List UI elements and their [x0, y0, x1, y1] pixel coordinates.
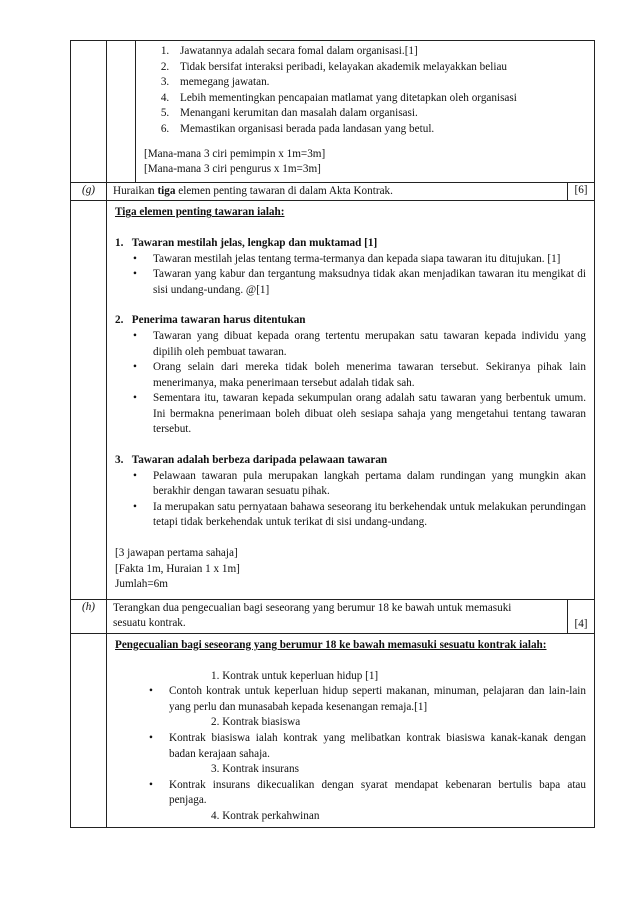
list-item: 4. Lebih mementingkan pencapaian matlamat yang ditetapkan oleh organisasi	[172, 91, 586, 107]
answer-row-h	[71, 634, 594, 827]
list-item: 6. Memastikan organisasi berada pada landasan yang betul.	[172, 122, 586, 138]
answer-heading: Pengecualian bagi seseorang yang berumur 18 ke bawah memasuki sesuatu kontrak ialah:	[115, 639, 547, 651]
leader-traits-list	[144, 44, 586, 138]
point-title: 2. Penerima tawaran harus ditentukan	[115, 314, 306, 327]
question-text: Terangkan dua pengecualian bagi seseorang yang berumur 18 ke bawah untuk memasuki sesuatu kontrak.	[113, 601, 512, 630]
point-title: 1. Kontrak untuk keperluan hidup [1]	[211, 669, 379, 682]
list-item: 2. Tidak bersifat interaksi peribadi, kelayakan akademik melayakkan beliau	[172, 60, 586, 76]
answer-row-g	[71, 201, 594, 599]
marking-total: Jumlah=6m	[115, 578, 168, 591]
list-item: • Kontrak biasiswa ialah kontrak yang melibatkan kontrak biasiswa kanak-kanak dengan badan kerajaan sahaja.	[161, 731, 586, 762]
list-item: • Tawaran yang dibuat kepada orang tertentu merupakan satu tawaran kepada individu yang dipilih oleh pembuat tawaran.	[145, 329, 586, 360]
list-item: • Tawaran yang kabur dan tergantung maksudnya tidak akan menjadikan tawaran itu mengikat di sisi undang-undang. @[1]	[145, 267, 586, 298]
point-title: 2. Kontrak biasiswa	[211, 716, 301, 729]
point-title: 1. Tawaran mestilah jelas, lengkap dan muktamad [1]	[115, 236, 378, 249]
question-label: (h)	[71, 600, 107, 633]
list-item: • Ia merupakan satu pernyataan bahawa seseorang itu berkehendak untuk melakukan perundingan tetapi tidak berkehendak untuk terikat di sisi undang-undang.	[145, 500, 586, 531]
question-marks: [4]	[567, 600, 594, 633]
list-item: 3. memegang jawatan.	[172, 75, 586, 91]
question-row-g	[71, 183, 594, 202]
answer-g	[107, 201, 594, 598]
answer-h	[107, 634, 594, 827]
list-item: • Pelawaan tawaran pula merupakan langkah pertama dalam rundingan yang mungkin akan berakhir dengan tawaran sesuatu pihak.	[145, 469, 586, 500]
question-row-h	[71, 600, 594, 634]
list-item: • Kontrak insurans dikecualikan dengan syarat mendapat kebenaran bertulis bapa atau penjaga.	[161, 778, 586, 809]
list-item: 5. Menangani kerumitan dan masalah dalam organisasi.	[172, 106, 586, 122]
answer-heading: Tiga elemen penting tawaran ialah:	[115, 206, 285, 219]
point-title: 3. Kontrak insurans	[211, 763, 299, 776]
marking-note: [Fakta 1m, Huraian 1 x 1m]	[115, 562, 240, 575]
point-title: 4. Kontrak perkahwinan	[211, 809, 320, 822]
list-item: • Orang selain dari mereka tidak boleh menerima tawaran tersebut. Sekiranya pihak lain menerimanya, maka penerimaan tersebut adalah tidak sah.	[145, 360, 586, 391]
question-marks: [6]	[567, 183, 594, 201]
marking-note: [Mana-mana 3 ciri pemimpin x 1m=3m]	[144, 147, 326, 160]
list-item: • Contoh kontrak untuk keperluan hidup seperti makanan, minuman, pelajaran dan lain-lain yang perlu dan munasabah kepada kesenangan remaja.[1]	[161, 684, 586, 715]
marking-note: [3 jawapan pertama sahaja]	[115, 547, 238, 560]
list-item: 1. Jawatannya adalah secara fomal dalam organisasi.[1]	[172, 44, 586, 60]
list-item: • Tawaran mestilah jelas tentang terma-termanya dan kepada siapa tawaran itu ditujukan. [1]	[145, 252, 586, 268]
list-item: • Sementara itu, tawaran kepada sekumpulan orang adalah satu tawaran yang berbentuk umum. Ini bermakna penerimaan boleh dibuat oleh sesiapa sahaja yang mengetahui tentang tawaran tersebut.	[145, 391, 586, 438]
answer-table	[70, 40, 595, 828]
question-text: Huraikan tiga elemen penting tawaran di dalam Akta Kontrak.	[113, 184, 393, 197]
point-title: 3. Tawaran adalah berbeza daripada pelawaan tawaran	[115, 454, 388, 467]
table-row	[71, 41, 594, 183]
marking-note: [Mana-mana 3 ciri pengurus x 1m=3m]	[144, 163, 321, 176]
question-label: (g)	[71, 183, 107, 201]
